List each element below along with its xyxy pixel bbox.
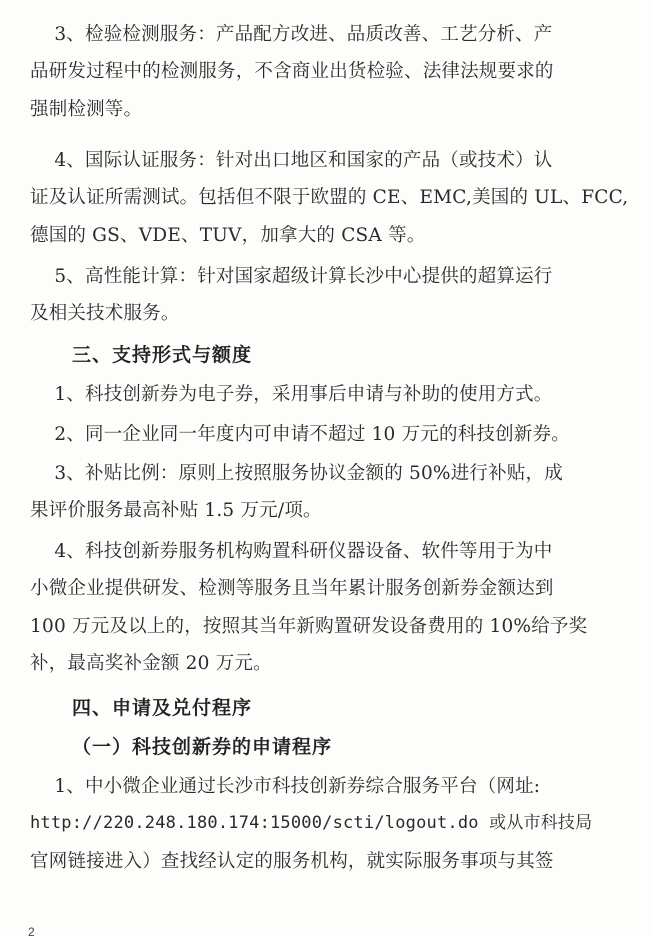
text-line: 1、科技创新券为电子券，采用事后申请与补助的使用方式。: [30, 384, 553, 405]
paragraph-hpc-service: [30, 258, 630, 333]
text-line: 小微企业提供研发、检测等服务且当年累计服务创新券金额达到: [30, 578, 554, 600]
section-heading-application: 四、申请及兑付程序: [72, 697, 253, 719]
paragraph-support-item-2: [30, 416, 630, 453]
paragraph-support-item-1: [30, 376, 630, 413]
text-line: 1、中小微企业通过长沙市科技创新券综合服务平台（网址:: [30, 776, 541, 797]
text-line: 证及认证所需测试。包括但不限于欧盟的 CE、EMC,美国的 UL、FCC,: [30, 187, 629, 209]
paragraph-certification-service: [30, 142, 630, 254]
url-line: http://220.248.180.174:15000/scti/logout.do 或从市科技局: [30, 813, 593, 834]
paragraph-support-item-3: [30, 455, 630, 530]
text-line: 5、高性能计算：针对国家超级计算长沙中心提供的超算运行: [30, 266, 553, 287]
text-line: 强制检测等。: [30, 98, 143, 120]
text-line: 果评价服务最高补贴 1.5 万元/项。: [30, 500, 322, 522]
paragraph-support-item-4: [30, 533, 630, 682]
text-line: 3、检验检测服务：产品配方改进、品质改善、工艺分析、产: [30, 24, 553, 45]
text-line: 2、同一企业同一年度内可申请不超过 10 万元的科技创新券。: [30, 424, 570, 445]
page-number: 2: [28, 925, 35, 939]
text-line: 官网链接进入）查找经认定的服务机构，就实际服务事项与其签: [30, 850, 554, 872]
text-line: 4、国际认证服务：针对出口地区和国家的产品（或技术）认: [30, 150, 553, 171]
subsection-heading-application-procedure: （一）科技创新券的申请程序: [72, 736, 333, 758]
text-line: 及相关技术服务。: [30, 303, 180, 325]
text-line: 德国的 GS、VDE、TUV，加拿大的 CSA 等。: [30, 224, 426, 246]
section-heading-support-form: 三、支持形式与额度: [72, 344, 253, 366]
text-line: 100 万元及以上的，按照其当年新购置研发设备费用的 10%给予奖: [30, 615, 588, 637]
text-line: 品研发过程中的检测服务，不含商业出货检验、法律法规要求的: [30, 61, 554, 83]
text-line: 3、补贴比例：原则上按照服务协议金额的 50%进行补贴，成: [30, 463, 563, 484]
text-line: 补，最高奖补金额 20 万元。: [30, 652, 272, 674]
text-line: 4、科技创新券服务机构购置科研仪器设备、软件等用于为中: [30, 541, 553, 562]
paragraph-testing-service: [30, 16, 630, 128]
paragraph-application-step-1: [30, 768, 630, 880]
